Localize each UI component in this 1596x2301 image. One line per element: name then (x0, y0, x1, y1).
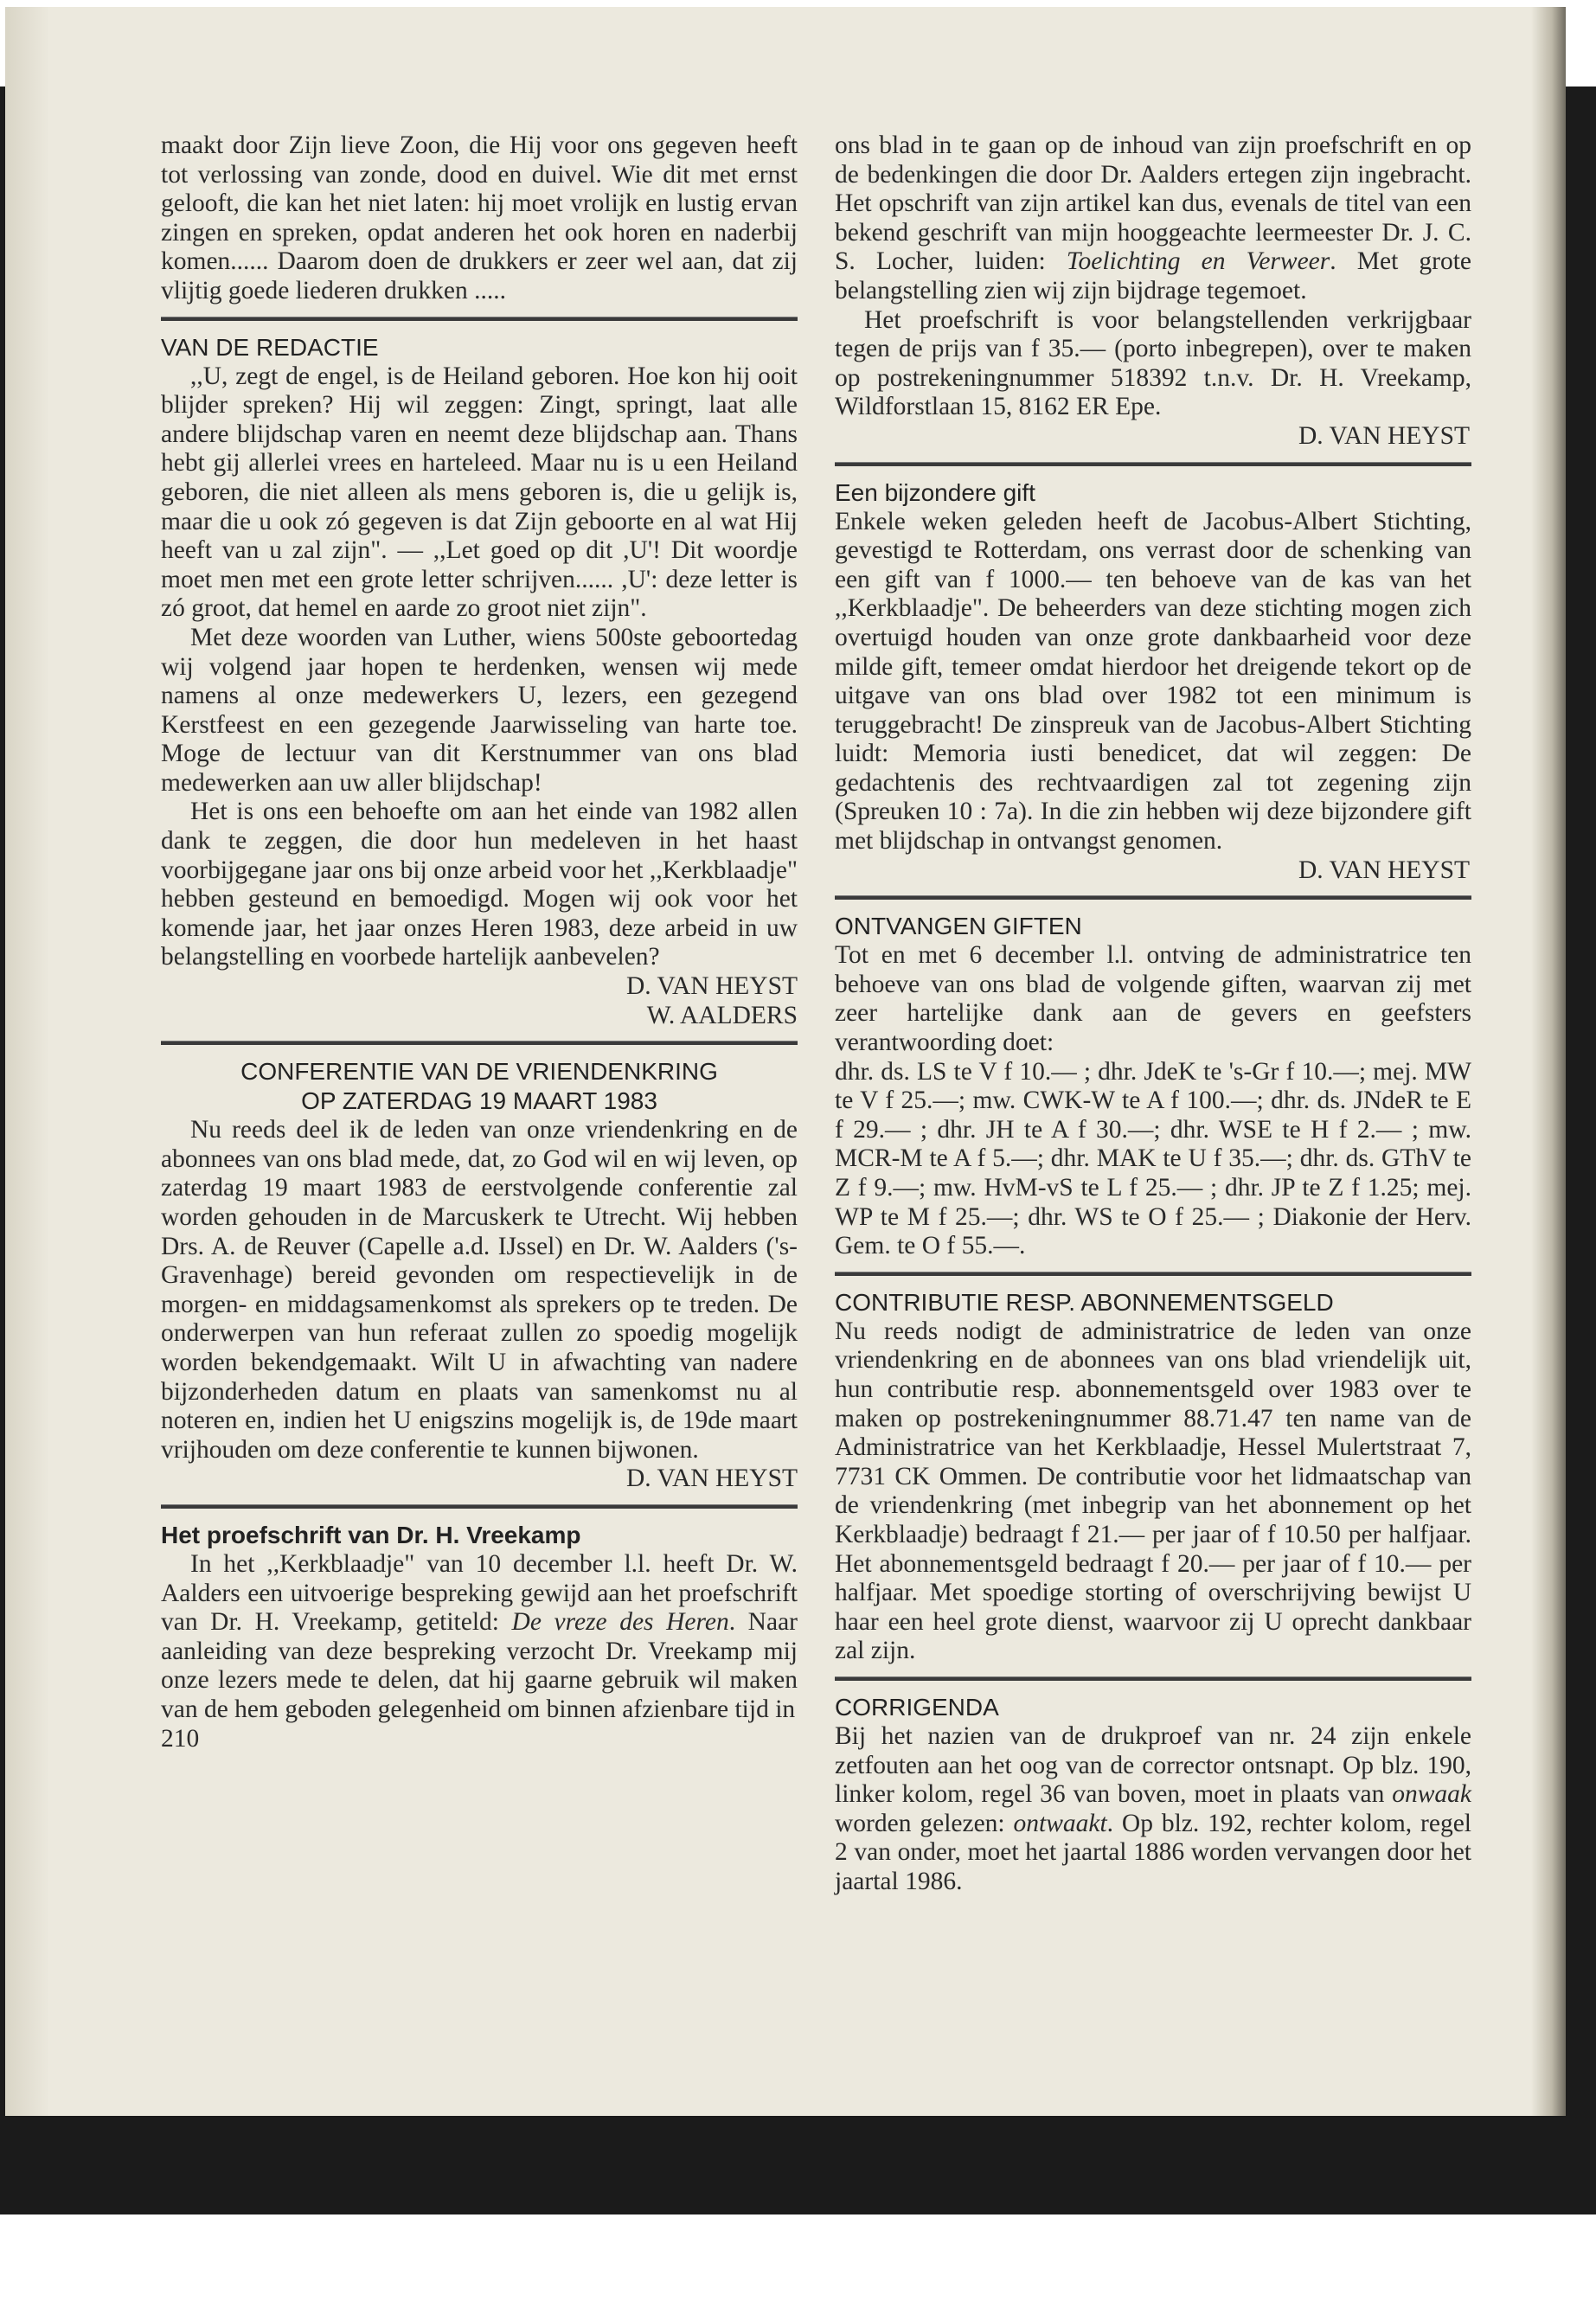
correct-word: ontwaakt (1013, 1809, 1107, 1837)
section-divider (835, 1272, 1471, 1276)
corrigenda-body (835, 1722, 1471, 1897)
proefschrift-signature: D. VAN HEYST (1298, 421, 1470, 450)
giften-list: dhr. ds. LS te V f 10.— ; dhr. JdeK te 's-Gr f 10.—; mej. MW te V f 25.—; mw. CWK-W te A f 100.—; dhr. ds. JNdeR te E f 29.— ; dhr. JH te A f 30.—; dhr. WSE te H f 2.— ; mw. MCR-M te A f 5.—; dhr. MAK te U f 35.—; dhr. ds. GThV te Z f 9.—; mw. HvM-vS te L f 25.— ; dhr. JP te Z f 1.25; mej. WP te M f 25.—; dhr. WS te O f 25.— ; Diakonie der Herv. Gem. te O f 55.—. (835, 1057, 1471, 1260)
book-spine-shadow (1531, 7, 1566, 2116)
proefschrift-body-part-a: In het ,,Kerkblaadje" van 10 december l.l. heeft Dr. W. Aalders een uitvoerige bespreking gewijd aan het proefschrift van Dr. H. Vreekamp, getiteld: (161, 1549, 798, 1637)
contributie-body: Nu reeds nodigt de administratrice de leden van onze vriendenkring en de abonnees van ons blad vriendelijk uit, hun contributie resp. abonnementsgeld over 1983 over te maken op postrekeningnummer 88.71.47 ten name van de Administratrice van het Kerkblaadje, Hessel Mulertstraat 7, 7731 CK Ommen. De contributie voor het lidmaatschap van de vriendenkring (met inbegrip van het abonnement op het Kerkblaadje) bedraagt f 21.— per jaar of f 10.50 per halfjaar. Het abonnementsgeld bedraagt f 20.— per jaar of f 10.— per halfjaar. Met spoedige storting of overschrijving bewijst U haar een heel grote dienst, waarvoor zij U oprecht dankbaar zal zijn. (835, 1317, 1471, 1665)
proefschrift-cont-part-b: . Met grote belangstelling zien wij zijn bijdrage tegemoet. (835, 247, 1472, 304)
conferentie-heading-line-1: CONFERENTIE VAN DE VRIENDENKRING (240, 1058, 718, 1086)
dissertation-title: De vreze des Heren (511, 1608, 729, 1637)
redactie-signature-2: W. AALDERS (646, 1001, 798, 1029)
corrigenda-heading: CORRIGENDA (835, 1693, 999, 1721)
corrigenda-part-c: . Op blz. 192, rechter kolom, regel 2 van onder, moet het jaartal 1886 worden vervangen door het jaartal 1986. (835, 1809, 1471, 1895)
section-divider (161, 1504, 798, 1509)
section-divider (835, 1676, 1471, 1681)
page-number: 210 (161, 1724, 200, 1753)
corrigenda-part-b: worden gelezen: (835, 1809, 1014, 1837)
gift-body: Enkele weken geleden heeft de Jacobus-Albert Stichting, gevestigd te Rotterdam, ons verrast door de schenking van een gift van f 1000.— ten behoeve van de kas van het ,,Kerkblaadje". De beheerders van deze stichting mogen zich overtuigd houden van onze grote dankbaarheid voor deze milde gift, temeer omdat hierdoor het dreigende tekort op de uitgave van ons blad over 1982 tot een minimum is teruggebracht! De zinspreuk van de Jacobus-Albert Stichting luidt: Memoria iusti benedicet, dat wil zeggen: De gedachtenis des rechtvaardigen zal tot zegening zijn (Spreuken 10 : 7a). In die zin hebben wij deze bijzondere gift met blijdschap in ontvangst genomen. (835, 507, 1471, 856)
proefschrift-cont-part-a: ons blad in te gaan op de inhoud van zijn proefschrift en op de bedenkingen die door Dr. Aalders ertegen zijn ingebracht. Het opschrift van zijn artikel kan dus, evenals de titel van een bekend geschrift van mijn hooggeachte leermeester Dr. J. C. S. Locher, luiden: (835, 131, 1471, 276)
redactie-heading: VAN DE REDACTIE (161, 333, 379, 361)
redactie-signature-1: D. VAN HEYST (625, 972, 798, 1001)
section-divider (161, 317, 798, 321)
paper-left-margin-shade (5, 7, 48, 2116)
left-column (161, 131, 798, 1753)
proefschrift-body-part-b: . Naar aanleiding van deze bespreking verzocht Dr. Vreekamp mij onze lezers mede te delen, dat hij gaarne gebruik wil maken van de hem geboden gelegenheid om binnen afzienbare tijd in (161, 1608, 798, 1723)
proefschrift-continued (835, 131, 1471, 306)
conferentie-signature: D. VAN HEYST (625, 1465, 798, 1493)
giften-heading: ONTVANGEN GIFTEN (835, 913, 1082, 940)
section-divider (161, 1041, 798, 1045)
section-divider (835, 462, 1471, 466)
right-column (835, 131, 1471, 1896)
gift-heading: Een bijzondere gift (835, 478, 1035, 506)
proefschrift-price-paragraph: Het proefschrift is voor belangstellenden verkrijgbaar tegen de prijs van f 35.— (porto inbegrepen), over te maken op postrekeningnummer 518392 t.n.v. Dr. H. Vreekamp, Wildforstlaan 15, 8162 ER Epe. (835, 305, 1471, 421)
wrong-word: onwaak (1392, 1780, 1471, 1809)
contributie-heading: CONTRIBUTIE RESP. ABONNEMENTSGELD (835, 1288, 1334, 1316)
corrigenda-part-a: Bij het nazien van de drukproef van nr. 24 zijn enkele zetfouten aan het oog van de corrector ontsnapt. Op blz. 190, linker kolom, regel 36 van boven, moet in plaats van (835, 1721, 1471, 1809)
proefschrift-heading: Het proefschrift van Dr. H. Vreekamp (161, 1521, 581, 1548)
section-divider (835, 895, 1471, 900)
proefschrift-body (161, 1550, 798, 1725)
redactie-paragraph-1: ,,U, zegt de engel, is de Heiland geboren. Hoe kon hij ooit blijder spreken? Hij wil zeggen: Zingt, springt, laat alle andere blijdschap varen en neemt deze blijdschap aan. Thans hebt gij allerlei vrees en harteleed. Maar nu is u een Heiland geboren, die niet alleen als mens geboren is, die u gelijk is, maar die u ook zó gegeven is dat Zijn geboorte en al wat Hij heeft van u zal zijn". — ,,Let goed op dit ,U'! Dit woordje moet men met een grote letter schrijven...... ,U': deze letter is zó groot, dat hemel en aarde zo groot niet zijn". (161, 362, 798, 623)
intro-paragraph: maakt door Zijn lieve Zoon, die Hij voor ons gegeven heeft tot verlossing van zonde, dood en duivel. Wie dit met ernst gelooft, die kan het niet laten: hij moet vrolijk en lustig ervan zingen en spreken, opdat anderen het ook horen en naderbij komen...... Daarom doen de drukkers er zeer wel aan, dat zij vlijtig goede liederen drukken ..... (161, 131, 798, 304)
gift-signature: D. VAN HEYST (1298, 856, 1470, 884)
article-title: Toelichting en Verweer (1066, 247, 1330, 276)
redactie-paragraph-2: Met deze woorden van Luther, wiens 500ste geboortedag wij volgend jaar hopen te herdenken, wensen wij mede namens al onze medewerkers U, lezers, een gezegend Kerstfeest en een gezegende Jaarwisseling van harte toe. Moge de lectuur van dit Kerstnummer van ons blad medewerken aan uw aller blijdschap! (161, 623, 798, 797)
giften-body: Tot en met 6 december l.l. ontving de administratrice ten behoeve van ons blad de volgende giften, waarvan zij met zeer hartelijke dank aan de gevers en geefsters verantwoording doet: (835, 941, 1471, 1057)
conferentie-body: Nu reeds deel ik de leden van onze vriendenkring en de abonnees van ons blad mede, dat, zo God wil en wij leven, op zaterdag 19 maart 1983 de eerstvolgende conferentie zal worden gehouden in de Marcuskerk te Utrecht. Wij hebben Drs. A. de Reuver (Capelle a.d. IJssel) en Dr. W. Aalders ('s-Gravenhage) bereid gevonden om respectievelijk in de morgen- en middagsamenkomst als sprekers op te treden. De onderwerpen van hun referaat zullen zo spoedig mogelijk worden bekendgemaakt. Wilt U in afwachting van nadere bijzonderheden datum en plaats van samenkomst nu al noteren en, indien het U enigszins mogelijk is, de 19de maart vrijhouden om deze conferentie te kunnen bijwonen. (161, 1116, 798, 1464)
redactie-paragraph-3: Het is ons een behoefte om aan het einde van 1982 allen dank te zeggen, die door hun medeleven in het haast voorbijgegane jaar ons bij onze arbeid voor het ,,Kerkblaadje" hebben gesteund en bemoedigd. Mogen wij ook voor het komende jaar, het jaar onzes Heren 1983, deze arbeid in uw belangstelling en voorbede hartelijk aanbevelen? (161, 798, 798, 971)
conferentie-heading-line-2: OP ZATERDAG 19 MAART 1983 (301, 1087, 657, 1115)
